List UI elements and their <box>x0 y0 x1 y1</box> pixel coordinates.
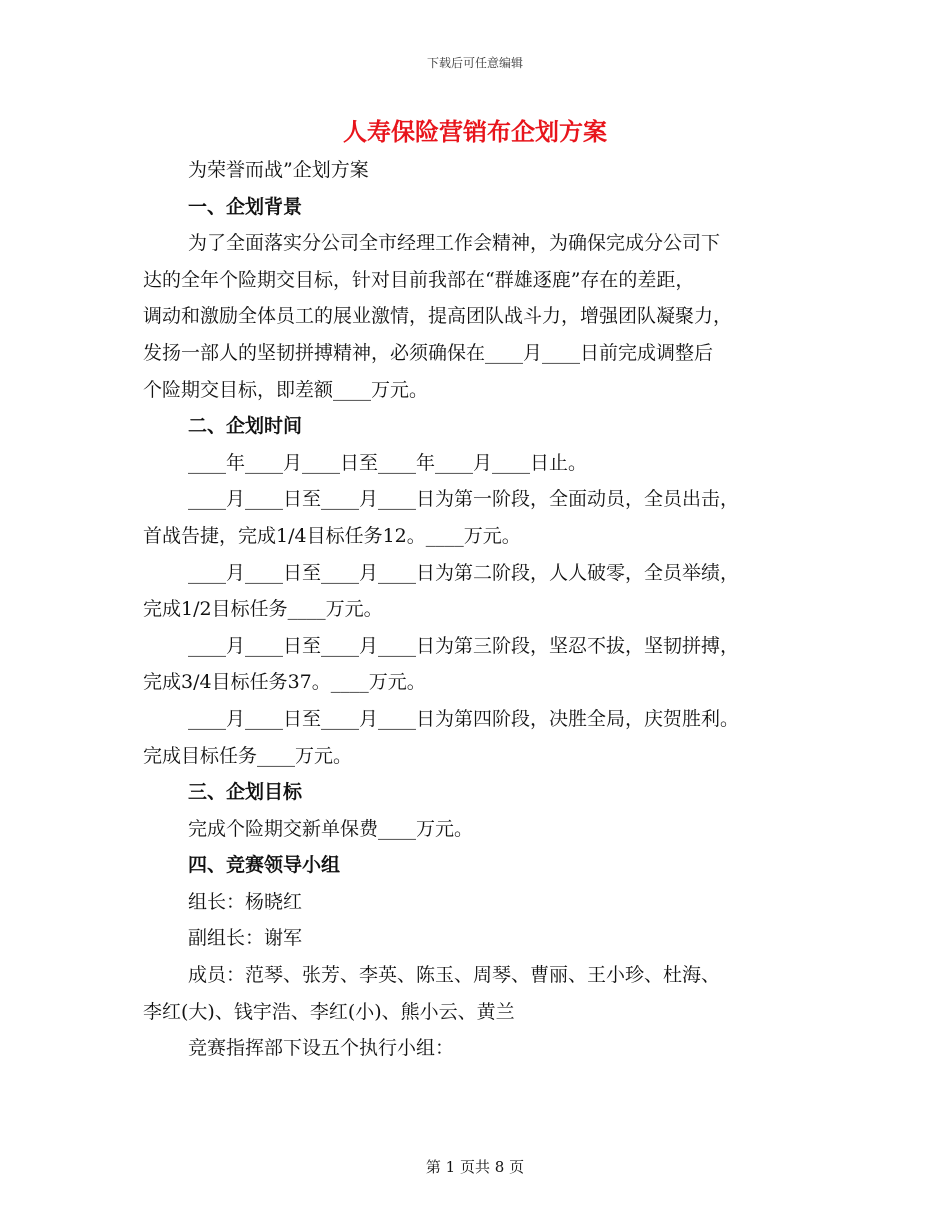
paragraph-line: 副组长：谢军 <box>188 927 303 950</box>
section-heading-leadership: 四、竞赛领导小组 <box>188 854 341 877</box>
paragraph-line: 调动和激励全体员工的展业激情，提高团队战斗力，增强团队凝聚力， <box>143 305 733 328</box>
page-header-note: 下载后可任意编辑 <box>426 56 523 70</box>
paragraph-line: 完成1/2目标任务____万元。 <box>143 598 383 621</box>
section-heading-goal: 三、企划目标 <box>188 781 303 804</box>
paragraph-line: 完成目标任务____万元。 <box>143 744 353 767</box>
paragraph-line: 首战告捷，完成1/4目标任务12。____万元。 <box>143 524 521 547</box>
paragraph-line: 为了全面落实分公司全市经理工作会精神，为确保完成分公司下 <box>188 232 721 255</box>
paragraph-line: ____月____日至____月____日为第一阶段，全面动员，全员出击， <box>188 488 740 511</box>
document-title: 人寿保险营销布企划方案 <box>343 117 607 146</box>
section-heading-background: 一、企划背景 <box>188 195 303 218</box>
paragraph-line: 组长：杨晓红 <box>188 890 303 913</box>
subtitle-line: 为荣誉而战”企划方案 <box>188 159 369 181</box>
paragraph-line: ____月____日至____月____日为第三阶段，坚忍不拔，坚韧拼搏， <box>188 634 740 657</box>
paragraph-line: 完成个险期交新单保费____万元。 <box>188 817 474 840</box>
paragraph-line: ____月____日至____月____日为第四阶段，决胜全局，庆贺胜利。 <box>188 707 740 730</box>
paragraph-line: ____年____月____日至____年____月____日止。 <box>188 451 588 474</box>
paragraph-line: 发扬一部人的坚韧拼搏精神，必须确保在____月____日前完成调整后 <box>143 341 714 364</box>
document-body <box>143 152 813 1067</box>
paragraph-line: 完成3/4目标任务37。____万元。 <box>143 671 426 694</box>
paragraph-line: ____月____日至____月____日为第二阶段，人人破零，全员举绩， <box>188 561 740 584</box>
paragraph-line: 个险期交目标，即差额____万元。 <box>143 378 429 401</box>
paragraph-line: 李红(大)、钱宇浩、李红(小)、熊小云、黄兰 <box>143 1000 515 1023</box>
page-number: 第 1 页共 8 页 <box>425 1158 525 1176</box>
paragraph-line: 成员：范琴、张芳、李英、陈玉、周琴、曹丽、王小珍、杜海、 <box>188 964 721 987</box>
section-heading-time: 二、企划时间 <box>188 415 303 438</box>
paragraph-line: 竞赛指挥部下设五个执行小组： <box>188 1037 455 1060</box>
paragraph-line: 达的全年个险期交目标，针对目前我部在“群雄逐鹿”存在的差距， <box>143 268 695 291</box>
